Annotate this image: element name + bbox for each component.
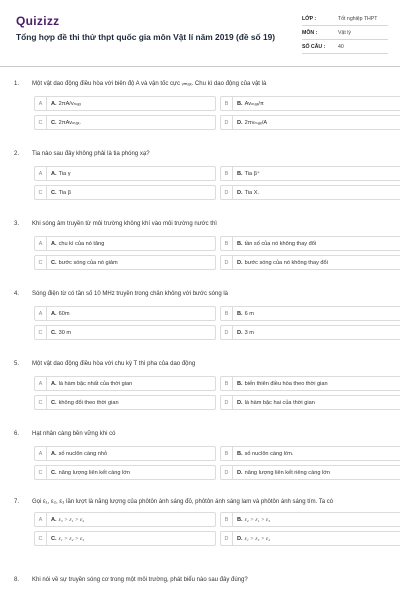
option-label: A. [51,170,57,177]
option-label: B. [237,170,243,177]
option-d[interactable] [220,531,400,546]
option-label: B. [237,450,243,457]
option-label: D. [237,399,243,406]
option-text: là hàm bậc nhất của thời gian [58,380,133,387]
question-number: 3. [14,221,20,227]
option-c[interactable] [34,325,216,340]
option-b[interactable] [220,236,400,251]
option-letter: D [221,532,233,545]
option-a[interactable] [34,376,216,391]
option-a[interactable] [34,166,216,181]
option-letter: D [221,326,233,339]
option-label: D. [237,469,243,476]
meta-value: 40 [338,43,344,50]
meta-row-class [302,12,388,26]
option-a[interactable] [34,96,216,111]
option-text: số nuclôn càng nhỏ [58,450,108,457]
option-text: năng lượng liên kết càng lớn [58,469,131,476]
option-b[interactable] [220,166,400,181]
option-letter: D [221,116,233,129]
option-text: 6 m [244,310,254,317]
option-letter: A [35,307,47,320]
option-label: A. [51,450,57,457]
meta-value: Tốt nghiệp THPT [338,15,378,22]
option-label: C. [51,259,57,266]
option-b[interactable] [220,376,400,391]
question-text: Tia nào sau đây không phải là tia phóng xạ? [32,151,150,157]
question-number: 8. [14,577,20,583]
meta-key: LỚP : [302,15,317,22]
option-letter: A [35,513,47,526]
option-letter: B [221,167,233,180]
option-letter: B [221,307,233,320]
option-text: là hàm bậc hai của thời gian [244,399,315,406]
question-7 [14,498,390,546]
option-label: D. [237,329,243,336]
option-label: B. [237,240,243,247]
option-label: D. [237,119,243,126]
option-d[interactable] [220,185,400,200]
option-text: bước sóng của nó giảm [58,259,118,266]
option-label: C. [51,399,57,406]
question-text: Gọi ε₁, ε₂, ε₃ lần lượt là năng lượng của phôtôn ánh sáng đỏ, phôtôn ánh sáng lam và phôtôn ánh sáng tím. Ta có [32,499,334,505]
option-text: Tia X. [244,189,259,196]
option-label: D. [237,535,243,542]
option-label: B. [237,310,243,317]
option-letter: D [221,466,233,479]
option-text: ε₁ > ε₃ > ε₂ [244,535,271,542]
question-1 [14,80,390,130]
option-label: B. [237,516,243,523]
option-letter: C [35,116,47,129]
option-label: C. [51,535,57,542]
option-label: D. [237,189,243,196]
option-label: B. [237,380,243,387]
question-text: Hạt nhân càng bền vững khi có [32,431,116,437]
option-text: 2πvₘₐₓ/A [244,119,268,126]
option-text: Avₘₐₓ/π [244,100,264,107]
option-text: Tia β [58,189,71,196]
option-d[interactable] [220,115,400,130]
option-text: 60m [58,310,70,317]
question-3 [14,220,390,270]
option-letter: D [221,396,233,409]
question-text: Khi sóng âm truyền từ môi trường không khí vào môi trường nước thì [32,221,217,227]
option-label: C. [51,469,57,476]
option-letter: D [221,186,233,199]
option-label: A. [51,310,57,317]
option-label: A. [51,100,57,107]
option-c[interactable] [34,465,216,480]
question-number: 6. [14,431,20,437]
option-a[interactable] [34,306,216,321]
option-text: 30 m [58,329,72,336]
option-text: 2πAvₘₐₓ. [58,119,81,126]
option-text: Tia γ [58,170,71,177]
option-letter: D [221,256,233,269]
option-letter: C [35,326,47,339]
question-text: Khi nói về sự truyền sóng cơ trong một môi trường, phát biểu nào sau đây đúng? [32,577,248,583]
option-text: năng lượng liên kết riêng càng lớn [244,469,330,476]
meta-row-subject [302,26,388,40]
question-2 [14,150,390,200]
option-letter: B [221,447,233,460]
option-letter: A [35,377,47,390]
option-text: ε₁ > ε₂ > ε₃ [58,535,85,542]
meta-key: MÔN : [302,29,318,36]
option-d[interactable] [220,465,400,480]
option-c[interactable] [34,115,216,130]
option-label: A. [51,516,57,523]
option-text: số nuclôn càng lớn. [244,450,294,457]
option-label: B. [237,100,243,107]
option-letter: A [35,447,47,460]
meta-value: Vật lý [338,29,351,36]
option-letter: A [35,97,47,110]
option-letter: C [35,186,47,199]
option-c[interactable] [34,185,216,200]
option-c[interactable] [34,255,216,270]
question-5 [14,360,390,410]
question-number: 7. [14,499,20,505]
question-text: Sóng điện từ có tần số 10 MHz truyền trong chân không với bước sóng là [32,291,229,297]
option-c[interactable] [34,531,216,546]
option-label: A. [51,240,57,247]
question-number: 4. [14,291,20,297]
option-letter: A [35,167,47,180]
option-text: chu kì của nó tăng [58,240,105,247]
option-b[interactable] [220,96,400,111]
option-a[interactable] [34,446,216,461]
option-letter: C [35,532,47,545]
option-text: ε₃ > ε₁ > ε₂ [58,516,85,523]
option-a[interactable] [34,236,216,251]
page-title: Tổng hợp đề thi thử thpt quốc gia môn Vật lí năm 2019 (đề số 19) [16,32,276,42]
meta-panel [302,12,388,54]
option-b[interactable] [220,512,400,527]
question-number: 1. [14,81,20,87]
option-label: A. [51,380,57,387]
option-letter: A [35,237,47,250]
option-text: 2πA/vₘₐₓ [58,100,82,107]
question-8 [14,576,390,584]
option-text: không đổi theo thời gian [58,399,119,406]
question-text: Một vật dao động điều hòa với biên độ A và vận tốc cực ᵥₘₐₓ. Chu kì dao động của vật là [32,81,267,87]
question-6 [14,430,390,480]
option-letter: C [35,396,47,409]
option-b[interactable] [220,306,400,321]
quizizz-logo: Quizizz [16,14,60,28]
option-label: C. [51,189,57,196]
option-letter: C [35,256,47,269]
option-c[interactable] [34,395,216,410]
option-text: 3 m [244,329,254,336]
option-letter: B [221,97,233,110]
option-letter: B [221,377,233,390]
option-b[interactable] [220,446,400,461]
option-text: biến thiên điều hòa theo thời gian [244,380,328,387]
option-d[interactable] [220,255,400,270]
option-a[interactable] [34,512,216,527]
option-label: C. [51,329,57,336]
question-number: 5. [14,361,20,367]
option-label: D. [237,259,243,266]
option-text: bước sóng của nó không thay đổi [244,259,328,266]
question-text: Một vật dao động điều hòa với chu kỳ T thì pha của dao động [32,361,196,367]
option-letter: C [35,466,47,479]
option-text: Tia β⁺ [244,170,260,177]
option-text: tần số của nó không thay đổi [244,240,317,247]
meta-key: SỐ CÂU : [302,43,326,50]
option-text: ε₂ > ε₁ > ε₃ [244,516,271,523]
option-letter: B [221,513,233,526]
option-d[interactable] [220,325,400,340]
option-letter: B [221,237,233,250]
header-divider [0,66,400,67]
option-d[interactable] [220,395,400,410]
question-number: 2. [14,151,20,157]
option-label: C. [51,119,57,126]
question-4 [14,290,390,340]
meta-row-count [302,40,388,54]
